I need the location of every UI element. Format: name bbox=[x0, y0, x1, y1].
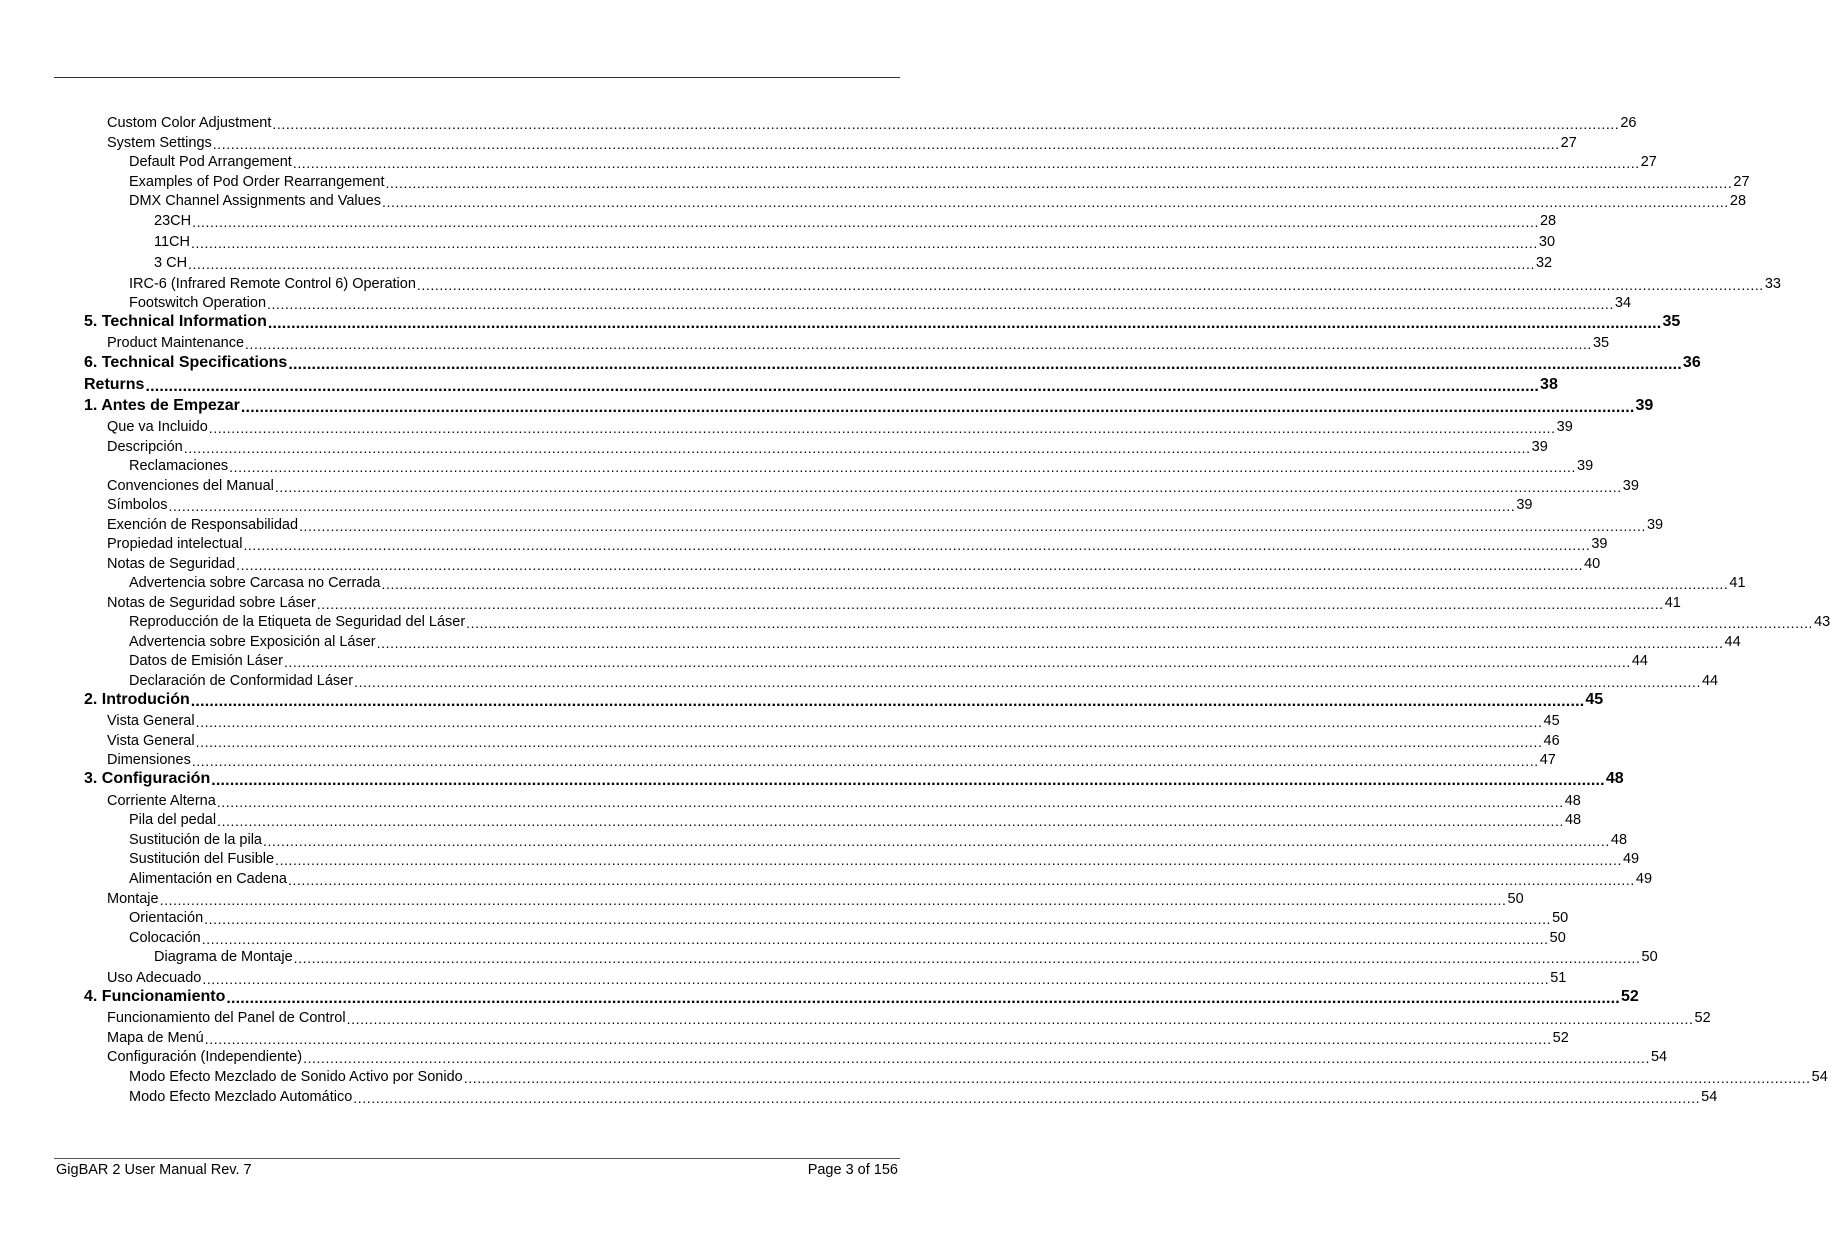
toc-entry-title: Mapa de Menú bbox=[107, 1030, 204, 1046]
toc-dot-leader: ............................................................................................................................................................................................................................................................................................................ bbox=[376, 635, 1724, 651]
toc-entry-page: 48 bbox=[1564, 793, 1581, 809]
header-rule bbox=[54, 77, 900, 78]
toc-entry-title: 1. Antes de Empezar bbox=[84, 397, 240, 414]
toc-entry-page: 54 bbox=[1650, 1049, 1668, 1065]
toc-entry[interactable] bbox=[0, 513, 1664, 534]
toc-dot-leader: ............................................................................................................................................................................................................................................................................................................ bbox=[183, 440, 1531, 456]
toc-entry-title: Sustitución del Fusible bbox=[129, 851, 275, 867]
toc-entry-title: Que va Incluido bbox=[107, 419, 208, 435]
toc-dot-leader: ............................................................................................................................................................................................................................................................................................................ bbox=[211, 772, 1605, 789]
toc-entry-title: 6. Technical Specifications bbox=[84, 354, 288, 371]
toc-dot-leader: ............................................................................................................................................................................................................................................................................................................ bbox=[226, 990, 1620, 1007]
toc-entry-page: 35 bbox=[1662, 313, 1681, 330]
toc-entry-title: Modo Efecto Mezclado Automático bbox=[129, 1089, 353, 1105]
toc-entry-page: 51 bbox=[1550, 970, 1567, 986]
toc-entry-title: Descripción bbox=[107, 439, 183, 455]
toc-entry[interactable] bbox=[0, 435, 1548, 456]
toc-dot-leader: ............................................................................................................................................................................................................................................................................................................ bbox=[463, 1070, 1811, 1086]
toc-entry-page: 41 bbox=[1729, 575, 1746, 591]
toc-entry-page: 52 bbox=[1620, 988, 1639, 1005]
toc-entry-page: 27 bbox=[1640, 154, 1657, 170]
toc-entry-title: 5. Technical Information bbox=[84, 313, 267, 330]
toc-entry-page: 40 bbox=[1584, 556, 1601, 572]
toc-dot-leader: ............................................................................................................................................................................................................................................................................................................ bbox=[263, 833, 1610, 849]
toc-entry-title: Declaración de Conformidad Láser bbox=[129, 673, 354, 689]
toc-dot-leader: ............................................................................................................................................................................................................................................................................................................ bbox=[272, 116, 1620, 132]
toc-entry-title: Advertencia sobre Exposición al Láser bbox=[129, 634, 376, 650]
toc-entry-page: 36 bbox=[1682, 354, 1701, 371]
toc-entry[interactable] bbox=[0, 966, 1567, 987]
toc-entry[interactable] bbox=[0, 610, 1830, 631]
toc-entry-page: 32 bbox=[1535, 255, 1553, 271]
toc-entry-title: Vista General bbox=[107, 733, 195, 749]
toc-dot-leader: ............................................................................................................................................................................................................................................................................................................ bbox=[416, 277, 1764, 293]
toc-entry-page: 54 bbox=[1701, 1089, 1718, 1105]
toc-entry[interactable] bbox=[0, 945, 1658, 966]
toc-entry[interactable] bbox=[0, 311, 1681, 332]
toc-entry[interactable] bbox=[0, 789, 1581, 810]
toc-entry-page: 48 bbox=[1564, 812, 1582, 828]
toc-dot-leader: ............................................................................................................................................................................................................................................................................................................ bbox=[204, 1031, 1552, 1047]
toc-dot-leader: ............................................................................................................................................................................................................................................................................................................ bbox=[240, 399, 1635, 416]
toc-entry[interactable] bbox=[0, 649, 1648, 670]
toc-entry-page: 39 bbox=[1622, 478, 1639, 494]
toc-entry-title: 2. Introdución bbox=[84, 691, 190, 708]
toc-entry-page: 39 bbox=[1635, 397, 1654, 414]
toc-entry-title: Alimentación en Cadena bbox=[129, 871, 287, 887]
toc-dot-leader: ............................................................................................................................................................................................................................................................................................................ bbox=[191, 235, 1538, 251]
toc-entry[interactable] bbox=[0, 748, 1556, 769]
toc-entry-title: 3 CH bbox=[154, 255, 188, 271]
toc-entry-title: 23CH bbox=[154, 213, 192, 229]
toc-dot-leader: ............................................................................................................................................................................................................................................................................................................ bbox=[283, 654, 1631, 670]
toc-entry-page: 35 bbox=[1592, 335, 1610, 351]
toc-dot-leader: ............................................................................................................................................................................................................................................................................................................ bbox=[385, 175, 1733, 191]
toc-dot-leader: ............................................................................................................................................................................................................................................................................................................ bbox=[267, 296, 1614, 312]
toc-dot-leader: ............................................................................................................................................................................................................................................................................................................ bbox=[191, 753, 1539, 769]
toc-entry[interactable] bbox=[0, 552, 1601, 573]
toc-entry-title: Montaje bbox=[107, 891, 159, 907]
toc-dot-leader: ............................................................................................................................................................................................................................................................................................................ bbox=[316, 596, 1664, 612]
toc-entry-title: 11CH bbox=[154, 234, 190, 250]
toc-entry-page: 39 bbox=[1531, 439, 1548, 455]
toc-entry-title: DMX Channel Assignments and Values bbox=[129, 193, 382, 209]
toc-entry[interactable] bbox=[0, 532, 1608, 553]
toc-entry-page: 28 bbox=[1729, 193, 1747, 209]
toc-entry-title: 4. Funcionamiento bbox=[84, 988, 226, 1005]
toc-entry-page: 28 bbox=[1539, 213, 1557, 229]
toc-entry[interactable] bbox=[0, 847, 1640, 868]
toc-dot-leader: ............................................................................................................................................................................................................................................................................................................ bbox=[159, 892, 1507, 908]
toc-entry-title: Exención de Responsabilidad bbox=[107, 517, 299, 533]
toc-entry-page: 47 bbox=[1539, 752, 1556, 768]
toc-dot-leader: ............................................................................................................................................................................................................................................................................................................ bbox=[274, 479, 1622, 495]
toc-entry-title: Datos de Emisión Láser bbox=[129, 653, 283, 669]
toc-entry-page: 50 bbox=[1507, 891, 1524, 907]
toc-entry-page: 41 bbox=[1664, 595, 1681, 611]
toc-entry[interactable] bbox=[0, 189, 1747, 210]
toc-entry[interactable] bbox=[0, 828, 1628, 849]
toc-entry[interactable] bbox=[0, 1045, 1668, 1066]
toc-dot-leader: ............................................................................................................................................................................................................................................................................................................ bbox=[216, 794, 1564, 810]
toc-entry-title: Returns bbox=[84, 376, 145, 393]
toc-dot-leader: ............................................................................................................................................................................................................................................................................................................ bbox=[145, 378, 1540, 395]
toc-entry-page: 44 bbox=[1724, 634, 1741, 650]
toc-entry-title: Examples of Pod Order Rearrangement bbox=[129, 174, 385, 190]
toc-entry-page: 46 bbox=[1543, 733, 1560, 749]
toc-dot-leader: ............................................................................................................................................................................................................................................................................................................ bbox=[212, 135, 1560, 152]
toc-entry-page: 49 bbox=[1622, 851, 1640, 867]
toc-entry[interactable] bbox=[0, 374, 1558, 395]
toc-dot-leader: ............................................................................................................................................................................................................................................................................................................ bbox=[195, 734, 1543, 750]
toc-entry-title: Vista General bbox=[107, 713, 195, 729]
toc-entry-page: 48 bbox=[1610, 832, 1628, 848]
toc-dot-leader: ............................................................................................................................................................................................................................................................................................................ bbox=[192, 214, 1539, 230]
toc-entry-title: Reproducción de la Etiqueta de Seguridad del Láser bbox=[129, 614, 466, 630]
toc-entry-title: Uso Adecuado bbox=[107, 970, 202, 986]
toc-entry-page: 39 bbox=[1516, 497, 1533, 513]
toc-dot-leader: ............................................................................................................................................................................................................................................................................................................ bbox=[229, 459, 1577, 475]
toc-entry-title: Notas de Seguridad sobre Láser bbox=[107, 595, 316, 611]
toc-entry[interactable] bbox=[0, 291, 1632, 312]
toc-entry[interactable] bbox=[0, 729, 1560, 750]
toc-entry[interactable] bbox=[0, 331, 1610, 352]
toc-entry-title: Product Maintenance bbox=[107, 335, 245, 351]
toc-entry-page: 39 bbox=[1591, 536, 1608, 552]
toc-dot-leader: ............................................................................................................................................................................................................................................................................................................ bbox=[292, 155, 1640, 171]
toc-entry[interactable] bbox=[0, 689, 1604, 710]
toc-entry[interactable] bbox=[0, 230, 1556, 251]
toc-entry-page: 52 bbox=[1552, 1030, 1569, 1046]
toc-entry-title: IRC-6 (Infrared Remote Control 6) Operation bbox=[129, 276, 416, 292]
toc-entry[interactable] bbox=[0, 1026, 1569, 1047]
toc-entry-page: 30 bbox=[1538, 234, 1556, 250]
toc-entry-page: 45 bbox=[1543, 713, 1560, 729]
toc-entry[interactable] bbox=[0, 630, 1741, 651]
toc-entry-page: 26 bbox=[1620, 115, 1637, 131]
toc-entry[interactable] bbox=[0, 1065, 1828, 1086]
toc-entry-title: Orientación bbox=[129, 910, 204, 926]
toc-entry-title: Default Pod Arrangement bbox=[129, 154, 292, 170]
toc-entry-page: 50 bbox=[1552, 910, 1569, 926]
toc-entry-title: Footswitch Operation bbox=[129, 295, 267, 311]
toc-entry-page: 39 bbox=[1646, 517, 1664, 533]
toc-entry[interactable] bbox=[0, 986, 1639, 1007]
toc-entry[interactable] bbox=[0, 669, 1719, 690]
toc-dot-leader: ............................................................................................................................................................................................................................................................................................................ bbox=[188, 256, 1535, 272]
toc-entry-title: 3. Configuración bbox=[84, 770, 211, 787]
toc-entry-page: 43 bbox=[1814, 614, 1830, 630]
toc-entry[interactable] bbox=[0, 571, 1746, 592]
toc-dot-leader: ............................................................................................................................................................................................................................................................................................................ bbox=[190, 693, 1585, 710]
toc-dot-leader: ............................................................................................................................................................................................................................................................................................................ bbox=[354, 674, 1701, 690]
toc-dot-leader: ............................................................................................................................................................................................................................................................................................................ bbox=[288, 356, 1682, 373]
toc-entry[interactable] bbox=[0, 111, 1637, 132]
toc-entry-page: 39 bbox=[1556, 419, 1573, 435]
toc-dot-leader: ............................................................................................................................................................................................................................................................................................................ bbox=[217, 813, 1564, 829]
toc-entry-title: Reclamaciones bbox=[129, 458, 229, 474]
footer-page-number: Page 3 of 156 bbox=[807, 1162, 898, 1178]
toc-dot-leader: ............................................................................................................................................................................................................................................................................................................ bbox=[382, 194, 1729, 210]
toc-entry[interactable] bbox=[0, 1006, 1711, 1027]
toc-entry-title: Símbolos bbox=[107, 497, 168, 513]
toc-dot-leader: ............................................................................................................................................................................................................................................................................................................ bbox=[299, 518, 1646, 534]
toc-entry-page: 48 bbox=[1605, 770, 1624, 787]
toc-entry-page: 44 bbox=[1701, 673, 1719, 689]
toc-entry-page: 52 bbox=[1694, 1010, 1711, 1026]
toc-dot-leader: ............................................................................................................................................................................................................................................................................................................ bbox=[466, 615, 1814, 631]
toc-entry[interactable] bbox=[0, 591, 1681, 612]
toc-entry[interactable] bbox=[0, 867, 1653, 888]
toc-dot-leader: ............................................................................................................................................................................................................................................................................................................ bbox=[243, 537, 1591, 553]
toc-entry[interactable] bbox=[0, 352, 1701, 373]
toc-entry-title: Pila del pedal bbox=[129, 812, 217, 828]
toc-dot-leader: ............................................................................................................................................................................................................................................................................................................ bbox=[168, 498, 1516, 514]
toc-entry-title: Dimensiones bbox=[107, 752, 191, 768]
toc-dot-leader: ............................................................................................................................................................................................................................................................................................................ bbox=[236, 557, 1584, 573]
toc-entry[interactable] bbox=[0, 493, 1533, 514]
toc-entry-page: 38 bbox=[1540, 376, 1558, 393]
toc-entry-title: Advertencia sobre Carcasa no Cerrada bbox=[129, 575, 381, 591]
toc-entry[interactable] bbox=[0, 887, 1524, 908]
toc-entry-page: 27 bbox=[1733, 174, 1750, 190]
toc-entry[interactable] bbox=[0, 150, 1657, 171]
toc-entry[interactable] bbox=[0, 474, 1639, 495]
toc-entry-title: Sustitución de la pila bbox=[129, 832, 262, 848]
toc-entry[interactable] bbox=[0, 906, 1569, 927]
toc-entry-page: 34 bbox=[1614, 295, 1632, 311]
toc-entry[interactable] bbox=[0, 209, 1557, 230]
toc-entry-title: System Settings bbox=[107, 134, 212, 151]
toc-entry-title: Corriente Alterna bbox=[107, 793, 216, 809]
toc-entry-title: Funcionamiento del Panel de Control bbox=[107, 1010, 346, 1026]
toc-entry-title: Diagrama de Montaje bbox=[154, 949, 293, 965]
toc-entry-page: 44 bbox=[1631, 653, 1648, 669]
toc-dot-leader: ............................................................................................................................................................................................................................................................................................................ bbox=[288, 872, 1635, 888]
toc-entry-page: 50 bbox=[1641, 949, 1658, 965]
toc-entry[interactable] bbox=[0, 1085, 1718, 1106]
toc-entry-title: Configuración (Independiente) bbox=[107, 1049, 303, 1065]
toc-entry[interactable] bbox=[0, 415, 1573, 436]
toc-dot-leader: ............................................................................................................................................................................................................................................................................................................ bbox=[353, 1090, 1701, 1106]
toc-entry-title: Propiedad intelectual bbox=[107, 536, 243, 552]
toc-entry-page: 50 bbox=[1549, 930, 1566, 946]
toc-entry-page: 27 bbox=[1560, 134, 1577, 151]
toc-dot-leader: ............................................................................................................................................................................................................................................................................................................ bbox=[208, 420, 1556, 436]
toc-dot-leader: ............................................................................................................................................................................................................................................................................................................ bbox=[201, 931, 1549, 947]
toc-dot-leader: ............................................................................................................................................................................................................................................................................................................ bbox=[267, 315, 1662, 332]
toc-entry-page: 39 bbox=[1577, 458, 1594, 474]
footer-manual-title: GigBAR 2 User Manual Rev. 7 bbox=[56, 1162, 252, 1178]
toc-entry-page: 45 bbox=[1585, 691, 1604, 708]
toc-entry[interactable] bbox=[0, 131, 1577, 152]
toc-dot-leader: ............................................................................................................................................................................................................................................................................................................ bbox=[202, 971, 1550, 987]
toc-dot-leader: ............................................................................................................................................................................................................................................................................................................ bbox=[245, 336, 1592, 352]
toc-entry[interactable] bbox=[0, 454, 1594, 475]
toc-entry[interactable] bbox=[0, 170, 1750, 191]
toc-entry-page: 54 bbox=[1811, 1069, 1828, 1085]
toc-dot-leader: ............................................................................................................................................................................................................................................................................................................ bbox=[303, 1050, 1650, 1066]
toc-entry-title: Colocación bbox=[129, 930, 201, 946]
toc-dot-leader: ............................................................................................................................................................................................................................................................................................................ bbox=[293, 950, 1641, 966]
toc-entry[interactable] bbox=[0, 251, 1553, 272]
toc-entry-title: Notas de Seguridad bbox=[107, 556, 236, 572]
toc-entry[interactable] bbox=[0, 768, 1624, 789]
toc-dot-leader: ............................................................................................................................................................................................................................................................................................................ bbox=[381, 576, 1729, 592]
toc-dot-leader: ............................................................................................................................................................................................................................................................................................................ bbox=[195, 714, 1543, 730]
toc-entry-title: Convenciones del Manual bbox=[107, 478, 274, 494]
toc-entry[interactable] bbox=[0, 395, 1654, 416]
toc-entry-title: Custom Color Adjustment bbox=[107, 115, 272, 131]
toc-entry[interactable] bbox=[0, 808, 1582, 829]
toc-dot-leader: ............................................................................................................................................................................................................................................................................................................ bbox=[346, 1011, 1694, 1027]
footer-rule bbox=[54, 1158, 900, 1159]
toc-dot-leader: ............................................................................................................................................................................................................................................................................................................ bbox=[204, 911, 1552, 927]
toc-entry-page: 33 bbox=[1764, 276, 1781, 292]
toc-entry[interactable] bbox=[0, 926, 1566, 947]
toc-entry-page: 49 bbox=[1635, 871, 1653, 887]
toc-entry[interactable] bbox=[0, 709, 1560, 730]
toc-entry[interactable] bbox=[0, 272, 1781, 293]
toc-entry-title: Modo Efecto Mezclado de Sonido Activo por Sonido bbox=[129, 1069, 463, 1085]
toc-dot-leader: ............................................................................................................................................................................................................................................................................................................ bbox=[275, 852, 1622, 868]
